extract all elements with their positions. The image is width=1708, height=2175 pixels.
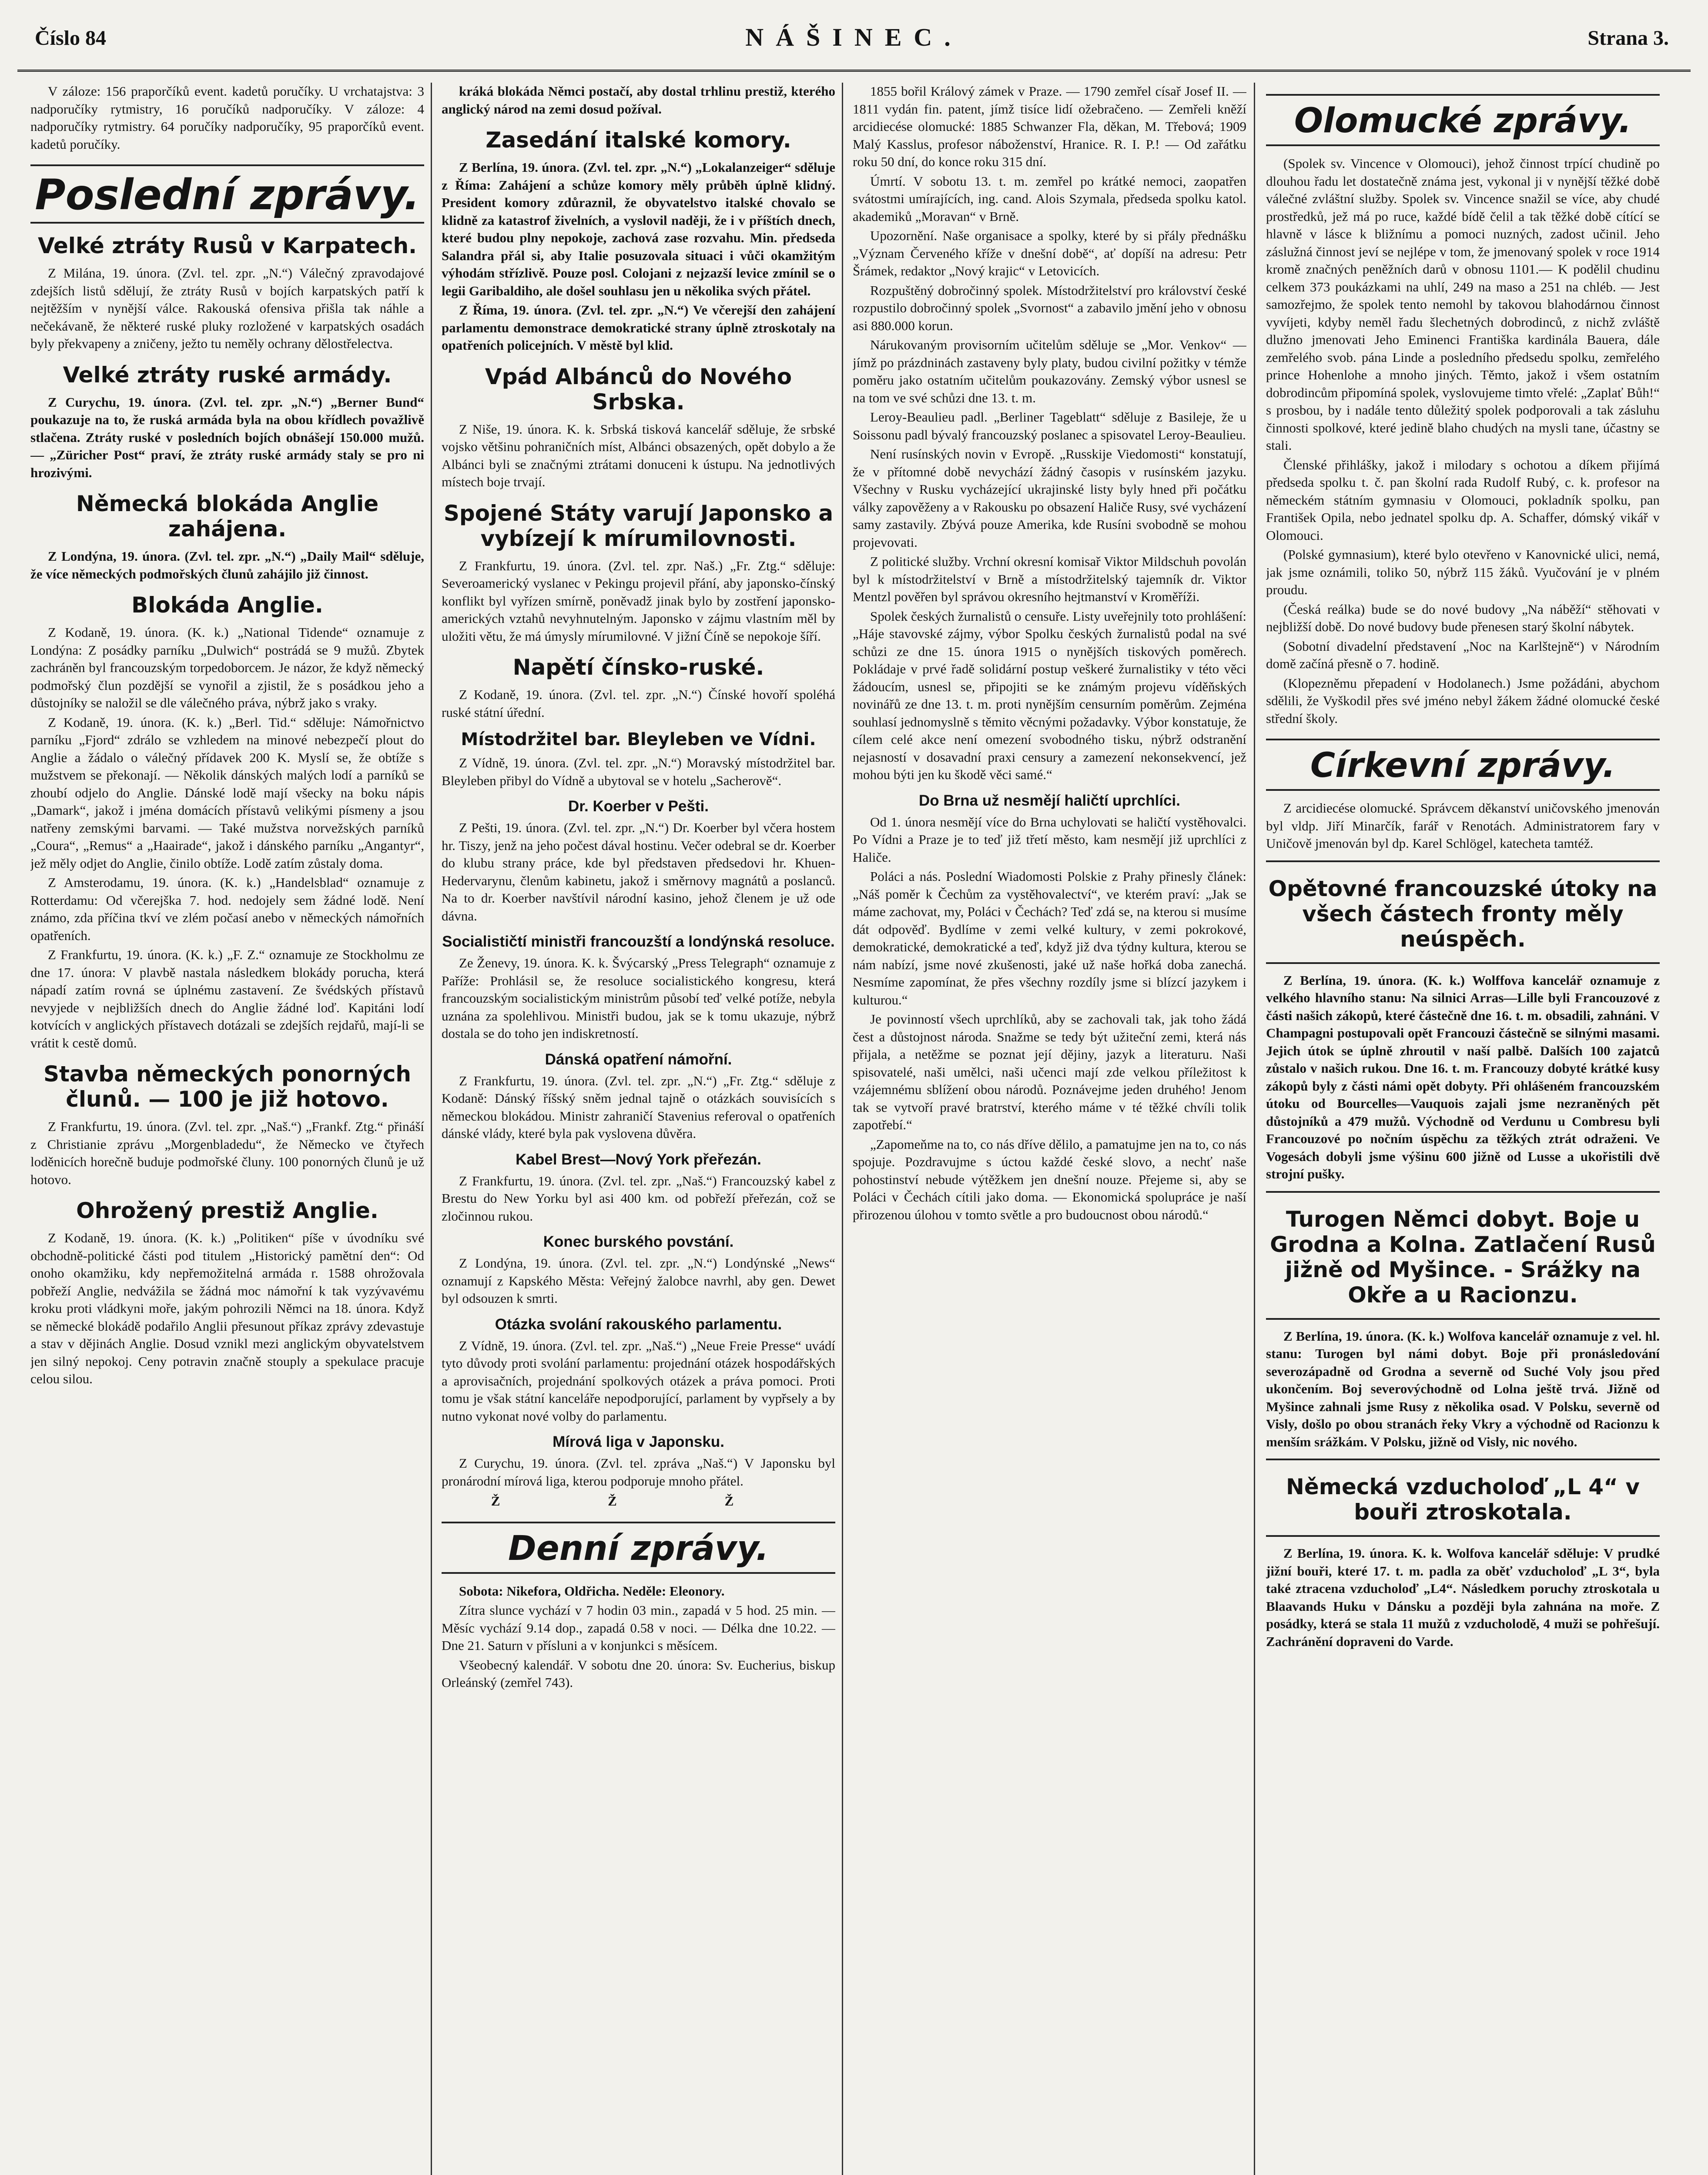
article-text: Rozpuštěný dobročinný spolek. Místodržitelství pro království české rozpustilo dobročinný spolek „Svornost“ a zabavilo jmění jeho v obnosu asi 880.000 korun. [853, 282, 1246, 333]
headline: Dánská opatření námořní. [545, 1051, 732, 1068]
headline: Německá vzducholoď „L 4“ v bouři ztroskotala. [1286, 1474, 1640, 1525]
article-text: Z Niše, 19. února. K. k. Srbská tisková kancelář sděluje, že srbské vojsko většinu pohraničních míst, Albánci obsazených, opět dobylo a že Albánci byli se značnými ztrátami donuceni k ústupu. Na jednotlivých místech boje trvají. [442, 421, 835, 489]
article-text: Z Londýna, 19. února. (Zvl. tel. zpr. „N.“) „Daily Mail“ sděluje, že více německých podmořských člunů zahájilo již činnost. [30, 549, 424, 582]
column-4 [1266, 83, 1660, 2175]
article-text: Spolek českých žurnalistů o censuře. Listy uveřejnily toto prohlášení: „Háje stavovské zájmy, výbor Spolku českých žurnalistů podal na své schůzi ze dne 15. února 1915 o nynějších tiskových poměrech. Pokládaje v prvé řadě solidární postup veškeré žurnalistiky v této věci žádoucím, usnesl se, připojiti se ke známým projevu víděňských novinářů ze dne 13. t. m. proti nynějším censurním poměrům. Zejména souhlasí jednomyslně s těmito věcnými požadavky. Výbor konstatuje, že cílem celé akce není omezení svobodného tisku, nýbrž odstranění nejasností v dosavadní praxi censury a zamezení nekonsekvencí, jež mohou býti jen ku škodě věci samé.“ [853, 608, 1246, 782]
article-text: Z Frankfurtu, 19. února. (K. k.) „F. Z.“ oznamuje ze Stockholmu ze dne 17. února: V plavbě nastala následkem blokády porucha, která nápadí zatím rovná se úplnému zastavení. Ze švédských přístavů nevyjede v nejbližších dnech do Anglie žádné loď. Kapitáni lodí kotvících v anglických přístavech dotázali se zdejších rejdařů, mají-li se vrátit k cestě domů. [30, 947, 424, 1051]
column-rule [431, 83, 432, 2175]
article-text: Úmrtí. V sobotu 13. t. m. zemřel po krátké nemoci, zaopatřen svátostmi umírajících, ing. cand. Alois Szymala, předseda spolku katol. akademiků „Moravan“ v Brně. [853, 173, 1246, 224]
masthead [17, 17, 1691, 72]
article-text: Ze Ženevy, 19. února. K. k. Švýcarský „Press Telegraph“ oznamuje z Paříže: Prohlásil se, že resoluce socialistického kongresu, která francouzským socialistickým ministrům působí teď velké potíže, nebyla uznána za spolehlivou. Ministři budou, jak se k tomu ukazuje, nýbrž dostala se do toho jen indiskretností. [442, 955, 835, 1041]
headline: Konec burského povstání. [543, 1233, 734, 1250]
article-text: kráká blokáda Němci postačí, aby dostal trhlinu prestiž, kterého anglický národ na zemi dosud požíval. [442, 84, 835, 117]
headline: Blokáda Anglie. [131, 592, 323, 618]
column-rule [842, 83, 843, 2175]
article-text: (Polské gymnasium), které bylo otevřeno v Kanovnické ulici, nemá, jak jsme oznámili, toliko 50, nýbrž 115 žáků. Vyučování je v plném proudu. [1266, 547, 1660, 597]
paper-title: NÁŠINEC. [745, 23, 963, 51]
headline: Vpád Albánců do Nového Srbska. [485, 364, 792, 415]
article-text: Upozornění. Naše organisace a spolky, které by si přály přednášku „Význam Červeného kříže v dnešní době“, ať dopíší na adresu: Petr Šrámek, redaktor „Nový krajic“ v Letovicích. [853, 228, 1246, 278]
article-text: Z Curychu, 19. února. (Zvl. tel. zpr. „N.“) „Berner Bund“ poukazuje na to, že ruská armáda byla na obou křídlech považlivě stlačena. Ztráty ruské v posledních bojích obnášejí 150.000 mužů. — „Züricher Post“ praví, že ztráty ruské armády staly se pro ni hrozivými. [30, 394, 424, 480]
headline: Turogen Němci dobyt. Boje u Grodna a Kolna. Zatlačení Rusů jižně od Myšince. - Srážky na Okře a u Racionzu. [1270, 1206, 1656, 1308]
headline: Socialističtí ministři francouzští a londýnská resoluce. [442, 933, 835, 950]
article-text: Z Milána, 19. února. (Zvl. tel. zpr. „N.“) Válečný zpravodajové zdejších listů sdělují, že ztráty Rusů v bojích karpatských patří k nejtěžším v nynější válce. Rakouská ofensiva přišla tak náhle a nečekávaně, že některé ruské pluky rozložené v karpatských osadách byly překvapeny a zničeny, ježto tu neměly ochrany dělostřelectva. [30, 265, 424, 351]
article-text: Od 1. února nesmějí více do Brna uchylovati se haličtí vystěhovalci. Po Vídni a Praze je to teď již třetí město, kam nesmějí již uprchlíci z Haliče. [853, 814, 1246, 865]
article-text: Z Pešti, 19. února. (Zvl. tel. zpr. „N.“) Dr. Koerber byl včera hostem hr. Tiszy, jenž na jeho počest dával hostinu. Večer odebral se dr. Koerber do klubu strany práce, kde byl představen předsedovi hr. Khuen-Hedervarynu, členům kabinetu, jakož i směrnovy magnátů a poslanců. Na to dr. Koerber navštívil národní kasino, jehož členem je už ode dávna. [442, 820, 835, 924]
article-text: Z Kodaně, 19. února. (K. k.) „Berl. Tid.“ sděluje: Námořnictvo parníku „Fjord“ zdrálo se vzhledem na minové nebezpečí plout do Anglie a žádalo o válečný přídavek 200 K. Myslí se, že obtíže s mužstvem se překonají. — Několik dánských malých lodí a parníků se zhoubí odjelo do Anglie. Dánské lodě mají všecky na boku nápis „Damark“, jakož i jména domácích přístavů velikými písmeny a jsou natřeny zemskými barvami. — Také mužstva norvežských parníků „Coura“, „Remus“ a „Haairade“, jakož i dánského parníku „Angantyr“, jež měly odjet do Anglie, činilo obtíže. Lodě zatím zůstaly doma. [30, 714, 424, 871]
article-text: Zítra slunce vychází v 7 hodin 03 min., zapadá v 5 hod. 25 min. — Měsíc vychází 9.14 dop., zapadá 0.58 v noci. — Délka dne 10.22. — Dne 21. Saturn v přísluni a v konjunkci s měsícem. [442, 1603, 835, 1653]
article-text: Z Londýna, 19. února. (Zvl. tel. zpr. „N.“) Londýnské „News“ oznamují z Kapského Města: Veřejný žalobce navrhl, aby gen. Dewet byl odsouzen k smrti. [442, 1255, 835, 1306]
article-text: Nárukovaným provisorním učitelům sděluje se „Mor. Venkov“ — jímž po prázdninách zastaveny byly platy, budou civilní požitky v témže poměru jako ostatním učitelům poukazovány. Zemský výbor usnesl se na tom ve své schůzi dne 13. t. m. [853, 337, 1246, 405]
headline: Mírová liga v Japonsku. [553, 1433, 724, 1450]
article-text: Z Frankfurtu, 19. února. (Zvl. tel. zpr. „Naš.“) Francouzský kabel z Brestu do New Yorku byl asi 400 km. od pobřeží přeřezán, což se zločinnou rukou. [442, 1173, 835, 1224]
headline: Otázka svolání rakouského parlamentu. [495, 1315, 782, 1333]
article-text: Je povinností všech uprchlíků, aby se zachovali tak, jak toho žádá čest a důstojnost národa. Snažme se tedy být užiteční zemi, která nás přijala, a netěžme se poznat její dějiny, jazyk a literaturu. Naši spisovatelé, naši umělci, naši učenci mají zde velkou příležitost k vzájemnému sblížení obou národů. Poznávejme jeden druhého! Jenom tak se vytvoří pravé bratrství, kterého máme v té těžké chvíli tolik zapotřebí.“ [853, 1011, 1246, 1132]
issue-number: Číslo 84 [35, 27, 107, 50]
section-title-cirkevni: Církevní zprávy. [1266, 739, 1660, 791]
article-text: Z Berlína, 19. února. (Zvl. tel. zpr. „N.“) „Lokalanzeiger“ sděluje z Říma: Zahájení a schůze komory měly průběh úplně klidný. President komory zdůraznil, že obyvatelstvo italské chovalo se klidně za katastrof živelních, a vyslovil naději, že i v příštích dnech, které budou plny nepokoje, zachová zase rozvahu. Min. předseda Salandra přál si, aby Italie posuzovala situaci i vůči okamžitým výhodám střízlivě. Pouze posl. Colojani z nejzazší levice zmínil se o legii Garibaldiho, ale došel souhlasu jen u několika svých přátel. [442, 160, 835, 298]
separator-stars: Ž Ž Ž [491, 1493, 786, 1509]
section-title-denni: Denní zprávy. [442, 1522, 835, 1574]
article-text: Z Curychu, 19. února. (Zvl. tel. zpráva „Naš.“) V Japonsku byl pronárodní mírová liga, kterou podporuje mnoho přátel. [442, 1456, 835, 1489]
article-text: Z Frankfurtu, 19. února. (Zvl. tel. zpr. „N.“) „Fr. Ztg.“ sděluje z Kodaně: Dánský říšský sněm jednal tajně o otázkách souvisících s německou blokádou. Ministr zahraničí Stavenius referoval o opatřeních dánské vlády, které byla pak vyslovena důvěra. [442, 1073, 835, 1141]
article-text: Není rusínských novin v Evropě. „Russkije Viedomosti“ konstatují, že v přítomné době nevychází žádný časopis v rusínském jazyku. Všechny v Rusku vycházející ukrajinské listy byly hned při počátku války zapověženy a v Rakousku po obsazení Haliče Rusy, své vycházení samy zastavily. Zbývá pouze Amerika, kde Rusíni svobodně se mohou projevovati. [853, 446, 1246, 550]
article-text: Z arcidiecése olomucké. Správcem děkanství uničovského jmenován byl vldp. Jiří Minarčík, farář v Renotách. Administratorem fary v Uničově jmenován byl dp. Karel Schlögel, katecheta tamtéž. [1266, 800, 1660, 851]
article-text: Všeobecný kalendář. V sobotu dne 20. února: Sv. Eucherius, biskup Orleánský (zemřel 743). [442, 1657, 835, 1690]
article-text: Z Kodaně, 19. února. (K. k.) „Politiken“ píše v úvodníku své obchodně-politické části pod titulem „Historický pamětní den“: Od onoho okamžiku, kdy nepřemožitelná armáda r. 1588 ohrožovala pobřeží Anglie, nedvážila se žádná moc námořní k tak vyzývavému kroku proti vládkyni moře, jakým pohrozili Němci na 18. února. Když se německé blokádě podařilo Anglii přesunout příkaz zprávy zdevastuje a stav v dějinách Anglie. Dosud vznikl mezi anglickým obyvatelstvem jen silný nepokoj. Ceny potravin značně stouply a spekulace pracuje celou silou. [30, 1230, 424, 1386]
column-2 [442, 83, 835, 2175]
headline: Ohrožený prestiž Anglie. [76, 1198, 378, 1223]
article-text: Z Amsterodamu, 19. února. (K. k.) „Handelsblad“ oznamuje z Rotterdamu: Od včerejška 7. hod. nedojely sem žádné lodě. Není známo, zda příčina tkví ve zlém počasí anebo v německých námořních opatřeních. [30, 875, 424, 943]
article-text: Členské přihlášky, jakož i milodary s ochotou a díkem přijímá předseda spolku t. č. pan školní rada Rudolf Rubý, c. k. profesor na německém státním gymnasiu v Olomouci, pokladník spolku, pan František Opila, nebo jednatel spolku dp. A. Schaffer, dómský vikář v Olomouci. [1266, 457, 1660, 543]
headline: Místodržitel bar. Bleyleben ve Vídni. [461, 729, 816, 750]
headline: Německá blokáda Anglie zahájena. [76, 491, 379, 542]
headline: Do Brna už nesmějí haličtí uprchlíci. [919, 792, 1180, 809]
headline: Velké ztráty ruské armády. [63, 362, 392, 388]
headline: Opětovné francouzské útoky na všech částech fronty měly neúspěch. [1268, 876, 1658, 952]
article-text: Z Berlína, 19. února. K. k. Wolfova kancelář sděluje: V prudké jižní bouři, které 17. t. m. padla za oběť vzducholoď „L 3“, byla také ztracena vzducholoď „L4“. Následkem poruchy ztroskotala u Blaavands Huku v Dánsku a později byla zahnána na moře. Z posádky, která se stala 11 mužů z vzducholodě, 4 muži se pohřešují. Zachránění dopraveni do Varde. [1266, 1546, 1660, 1649]
column-3 [853, 83, 1246, 2175]
article-text: (Klopezněmu přepadení v Hodolanech.) Jsme požádáni, abychom sdělili, že Vyškodil přes své jméno nebyl žákem žádné olomucké české střední školy. [1266, 675, 1660, 726]
section-title-olomoucke: Olomucké zprávy. [1266, 94, 1660, 146]
article-text: (Sobotní divadelní představení „Noc na Karlštejně“) v Národním domě začíná přesně o 7. hodině. [1266, 638, 1660, 671]
article-text: (Spolek sv. Vincence v Olomouci), jehož činnost trpící chudině po dlouhou řadu let dostatečně známa jest, vykonal ji v nynější těžké době válečné zvláštní služby. Spolek sv. Vincence snažil se více, aby chudé prostředků, jež má po ruce, každé bídě čelil a tak těžké době cítící se hlavně v lásce k bližnímu a pomoci nuzných, zadost učinil. Jeho záslužná činnost jeví se nejlépe v tom, že jmenovaný spolek v roce 1914 kromě značných peněžních darů v obnosu 1101.— K podělil chudinu celkem 373 poukázkami na uhlí, 249 na maso a 251 na chléb. — Jest samozřejmo, že spolek tento nemohl by takovou blahodárnou činnost vyvíjeti, kdyby neměl řadu šlechetných dobrodinců, z nichž zvláště dlužno jmenovati Jeho Eminenci Františka kardinála Bauera, dále zemřelého svob. pána Linde a posledního předsedu spolku, zemřelého prince Hohenlohe a mnoho jiných. Těmto, jakož i všem ostatním dobrodincům připomíná spolek, vyslovujeme timto vřelé: „Zaplať Bůh!“ s prosbou, by i nadále tento důležitý spolek podporovali a tak zásluhu činnosti spolkové, které jedině blaho chudých na mysli tane, účastny se stali. [1266, 156, 1660, 453]
article-text: Z politické služby. Vrchní okresní komisař Viktor Mildschuh povolán byl k místodržitelství v Brně a místodržitelský tajemník dr. Viktor Mentzl pověřen byl správou okresního hejtmanství v Kroměříži. [853, 554, 1246, 604]
article-text: Z Berlína, 19. února. (K. k.) Wolfova kancelář oznamuje z vel. hl. stanu: Turogen byl námi dobyt. Boje při pronásledování severozápadně od Grodna a severně od Suché Voly jsou před ukončením. Boj severovýchodně od Lolna ještě trvá. Jižně od Myšince zahnali jsme Rusy z několika osad. V Polsku, severně od Visly, došlo po obou stranách řeky Vkry a východně od Racionzu k menším srážkám. V Polsku, jižně od Visly, nic nového. [1266, 1328, 1660, 1449]
headline: Dr. Koerber v Pešti. [568, 798, 709, 815]
article-text: Z Kodaně, 19. února. (K. k.) „National Tidende“ oznamuje z Londýna: Z posádky parníku „Dulwich“ postrádá se 9 mužů. Zbytek zachráněn byl francouzským torpedoborcem. Je názor, že když německý podmořský člun pozdější se vynořil a zjistil, že s posádkou jeho a důstojníky se naložil se dle válečného práva, nýbrž jako s vraky. [30, 625, 424, 710]
article-text: Leroy-Beaulieu padl. „Berliner Tageblatt“ sděluje z Basileje, že u Soissonu padl bývalý francouzský poslanec a spisovatel Leroy-Beaulieu. [853, 409, 1246, 442]
article-text: „Zapomeňme na to, co nás dříve dělilo, a pamatujme jen na to, co nás spojuje. Pozdravujme s úctou každé české slovo, a nechť naše pohostinství nebude výtěžkem jen dnešní nouze. Přejeme si, aby se Poláci v Čechách cítili jako doma. — Ekonomická spolupráce je naší přirozenou úlohou v tomto světle a pro budoucnost obou národů.“ [853, 1136, 1246, 1222]
article-text: 1855 bořil Králový zámek v Praze. — 1790 zemřel císař Josef II. — 1811 vydán fin. patent, jímž tisíce lidí ožebračeno. — Zemřeli kněží arcidiecése olomucké: 1885 Schwanzer Fla, děkan, M. Třebová; 1909 Malý Kasslus, profesor náboženství, Hranice. R. I. P.! — Od zařátku roku 50 dní, do konce roku 315 dní. [853, 84, 1246, 169]
newspaper-page [17, 17, 1691, 2175]
article-text: Z Kodaně, 19. února. (Zvl. tel. zpr. „N.“) Čínské hovoří spoléhá ruské státní úřední. [442, 687, 835, 720]
article-text: Z Vídně, 19. února. (Zvl. tel. zpr. „N.“) Moravský místodržitel bar. Bleyleben přibyl do Vídně a ubytoval se v hotelu „Sacherově“. [442, 755, 835, 788]
article-text: Z Říma, 19. února. (Zvl. tel. zpr. „N.“) Ve včerejší den zahájení parlamentu demonstrace demokratické strany úplně ztroskotaly na opatřeních policejních. V městě byl klid. [442, 302, 835, 353]
article-text: Z Frankfurtu, 19. února. (Zvl. tel. zpr. Naš.) „Fr. Ztg.“ sděluje: Severoamerický vyslanec v Pekingu projevil přání, aby japonsko-čínský konflikt byl vyřízen smírně, poněvadž jinak bylo by zostření japonsko-amerických vztahů nevyhnutelným. Japonsko v zájmu vlastním měl by uložiti větu, že má úmysly mírumilovné. V jižní Číně se nepokoje šíří. [442, 558, 835, 644]
headline: Spojené Státy varují Japonsko a vybízejí k mírumilovnosti. [443, 500, 834, 551]
article-text: V záloze: 156 praporčíků event. kadetů poručíky. U vrchatajstva: 3 nadporučíky rytmistry, 16 poručíků nadporučíky. V záloze: 4 nadporučíky rytmistry. 64 poručíky nadporučíky, 95 praporčíků event. kadetů poručíky. [30, 84, 424, 152]
article-text: Sobota: Nikefora, Oldřicha. Neděle: Eleonory. [459, 1583, 725, 1599]
section-title-posledni: Poslední zprávy. [30, 164, 424, 224]
headline: Stavba německých ponorných člunů. — 100 je již hotovo. [44, 1061, 411, 1112]
article-text: Z Berlína, 19. února. (K. k.) Wolffova kancelář oznamuje z velkého hlavního stanu: Na silnici Arras—Lille byli Francouzové z části našich zákopů, které částečně dne 16. t. m. obsadili, zahnáni. V Champagni postupovali opět Francouzi částečně se silnými masami. Jejich útok se úplně zhroutil v naší palbě. Dalších 100 zajatců zůstalo v našich rukou. Dne 16. t. m. Francouzy dobyté krátké kusy zákopů byly z části námi opět dobyty. Při ohlášeném francouzském útoku od Bourcelles—Vauquois zajali jsme nezraněných pět důstojníků a 479 mužů. Východně od Verdunu u Combresu byli Francouzové po nočním úspěchu za těžkých ztrát odraženi. Ve Vogesách dobyli jsme výšinu 600 jižně od Lusse a ukořistili dvě strojní pušky. [1266, 972, 1660, 1181]
article-text: Z Vídně, 19. února. (Zvl. tel. zpr. „Naš.“) „Neue Freie Presse“ uvádí tyto důvody proti svolání parlamentu: projednání otázek hospodářských a aprovisačních, projednání spolkových otázek a práva pomoci. Proti tomu je však státní kanceláře nepodporující, parlament by vypřsely a by nutno vykonat nové volby do parlamentu. [442, 1338, 835, 1424]
article-text: Z Frankfurtu, 19. února. (Zvl. tel. zpr. „Naš.“) „Frankf. Ztg.“ přináší z Christianie zprávu „Morgenbladedu“, že Německo ve čtyřech loděnicích horečně buduje podmořské čluny. 100 ponorných člunů je už hotovo. [30, 1119, 424, 1187]
column-1 [30, 83, 424, 2175]
article-text: Poláci a nás. Poslední Wiadomosti Polskie z Prahy přinesly článek: „Náš poměr k Čechům za vystěhovalectví“, ve kterém praví: „Jak se máme zachovat, my, Poláci v Čechách? Teď zdá se, na kterou si musíme dát odpověď. Bydlíme v zemi velké kultury, v zemi pokrokové, demokratické, demokratické a teď, když již dva týdny kultura, kterou se nám nabízí, jsme nové zkušenosti, jaké už naše hořká doba zanechá. Nesmíme zapomínat, že přes všechny rozdíly jsme si blízcí jazykem i kulturou.“ [853, 869, 1246, 1007]
column-rule [1254, 83, 1255, 2175]
headline: Napětí čínsko-ruské. [512, 655, 764, 680]
article-text: (Česká reálka) bude se do nové budovy „Na náběží“ stěhovati v nejbližší době. Do nové budovy bude přenesen starý školní nábytek. [1266, 601, 1660, 634]
headline: Kabel Brest—Nový York přeřezán. [516, 1151, 761, 1168]
page-number: Strana 3. [1587, 27, 1669, 50]
headline: Zasedání italské komory. [486, 127, 791, 153]
headline: Velké ztráty Rusů v Karpatech. [37, 233, 417, 258]
